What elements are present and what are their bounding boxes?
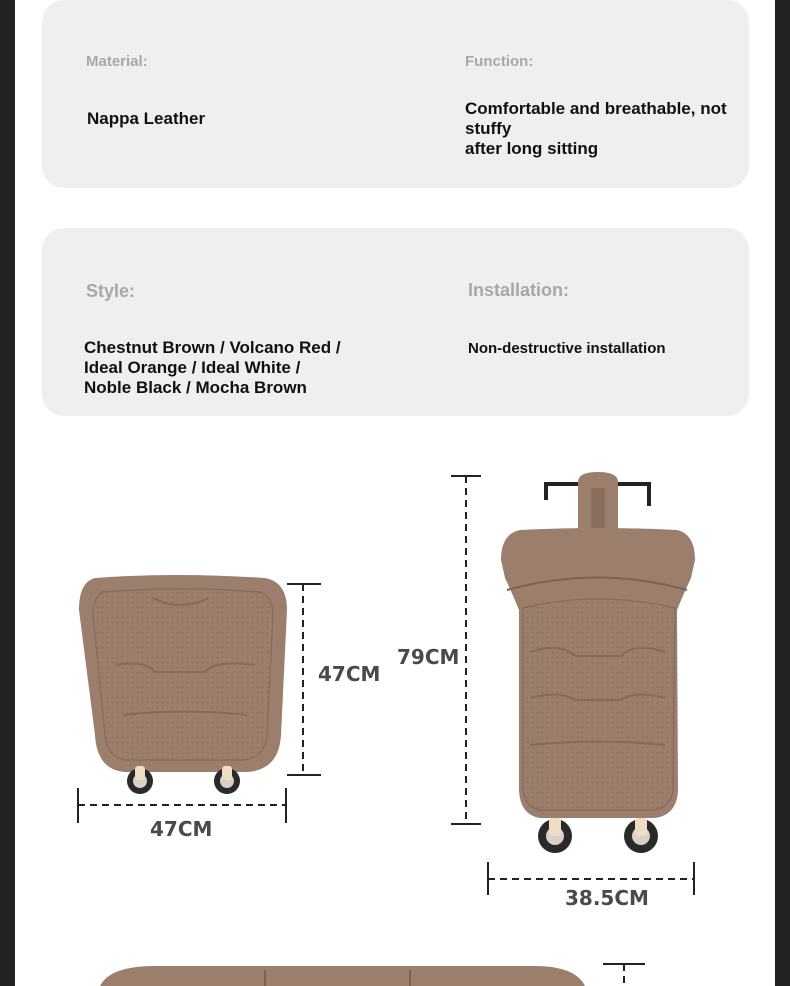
installation-label: Installation: xyxy=(468,280,570,300)
style-label: Style: xyxy=(86,281,136,301)
function-value: Comfortable and breathable, not stuffy after long sitting xyxy=(465,99,727,158)
back-cushion-image xyxy=(501,472,695,853)
seat-cushion-image xyxy=(79,575,287,794)
installation-value: Non-destructive installation xyxy=(468,340,666,357)
function-label: Function: xyxy=(465,53,534,70)
bench-cushion-image xyxy=(100,966,585,986)
seat-width-label: 47CM xyxy=(150,817,213,841)
style-value: Chestnut Brown / Volcano Red / Ideal Orange / Ideal White / Noble Black / Mocha Brown xyxy=(84,338,341,397)
cushion-illustrations xyxy=(15,0,775,986)
material-value: Nappa Leather xyxy=(87,109,206,128)
back-width-label: 38.5CM xyxy=(565,886,649,910)
seat-height-label: 47CM xyxy=(318,662,381,686)
product-detail-page xyxy=(15,0,775,986)
back-height-label: 79CM xyxy=(397,645,460,669)
material-label: Material: xyxy=(86,53,148,70)
